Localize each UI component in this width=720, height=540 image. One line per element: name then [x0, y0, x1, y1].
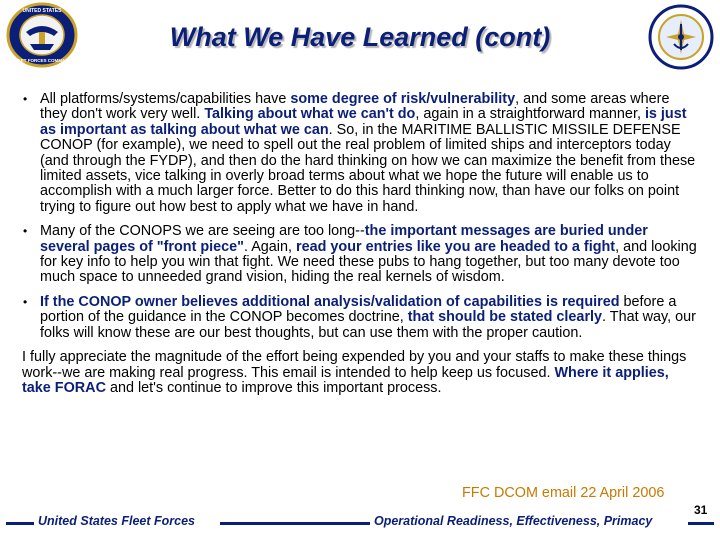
- bullet-text: [40, 294, 696, 341]
- naval-emblem-icon: [648, 4, 714, 70]
- closing-text: [22, 349, 686, 396]
- bullet-item: [22, 224, 697, 286]
- highlighted-text: If the CONOP owner believes additional analysis/validation of capabilities is required: [40, 293, 620, 310]
- svg-text:UNITED STATES: UNITED STATES: [22, 8, 62, 14]
- body-text: All platforms/systems/capabilities have: [40, 91, 291, 107]
- footer-divider: [220, 522, 370, 525]
- body-text: . That way, our folks will know these are our best thoughts, but can use them with the proper caution.: [40, 309, 696, 341]
- highlighted-text: some degree of risk/vulnerability: [290, 91, 516, 107]
- bullet-icon: •: [23, 92, 28, 106]
- page-number: 31: [694, 503, 708, 517]
- slide-body: [22, 92, 697, 396]
- body-text: I fully appreciate the magnitude of the effort being expended by you and your staffs to make these things work--we are making real progress. This email is intended to help keep us focused.: [22, 349, 687, 381]
- bullet-icon: •: [23, 294, 28, 309]
- svg-text:FLEET FORCES COMMAND: FLEET FORCES COMMAND: [12, 58, 72, 63]
- bullet-text: [40, 91, 695, 215]
- email-signature: FFC DCOM email 22 April 2006: [462, 485, 665, 501]
- highlighted-text: read your entries like you are headed to a fight: [296, 238, 616, 255]
- highlighted-text: that should be stated clearly: [407, 309, 603, 326]
- body-text: and let's continue to improve this important process.: [105, 379, 442, 396]
- bullet-item: [22, 92, 697, 215]
- bullet-text: [40, 223, 697, 285]
- closing-paragraph: [22, 350, 697, 396]
- footer-divider: [6, 522, 34, 525]
- footer-motto: Operational Readiness, Effectiveness, Primacy: [374, 514, 653, 528]
- page-title: What We Have Learned (cont): [169, 22, 551, 52]
- body-text: . So, in the MARITIME BALLISTIC MISSILE DEFENSE CONOP (for example), we need to spell out the real problem of limited ships and interceptors today (and through the FYDP), and then do the hard thinking on how we can maximize the benefit from these limited assets, vice talking in overly broad terms about what we hope the future will enable us to accomplish with a much larger force. Better to do this hard thinking now, than have our folks on point trying to figure out how best to apply what we have in hand.: [40, 121, 696, 215]
- body-text: , and some areas where they don't work very well.: [40, 91, 670, 123]
- highlighted-text: Talking about what we can't do: [204, 106, 416, 123]
- body-text: . Again,: [244, 238, 297, 255]
- body-text: , again in a straightforward manner,: [415, 106, 645, 123]
- bullet-icon: •: [23, 224, 28, 239]
- footer-organization: United States Fleet Forces: [38, 514, 195, 528]
- bullet-item: [22, 295, 697, 341]
- highlighted-text: is just as important as talking about what we can: [40, 106, 687, 138]
- body-text: , and looking for key info to help you win that fight. We need these pubs to hang together, but too many devote too much space to unneeded grand vision, hiding the real kernels of wisdom.: [40, 238, 697, 286]
- body-text: Many of the CONOPS we are seeing are too long--: [40, 223, 365, 240]
- footer-divider: [688, 522, 714, 525]
- body-text: before a portion of the guidance in the CONOP becomes doctrine,: [40, 293, 677, 326]
- highlighted-text: the important messages are buried under several pages of "front piece": [40, 223, 648, 255]
- highlighted-text: Where it applies, take FORAC: [22, 364, 669, 396]
